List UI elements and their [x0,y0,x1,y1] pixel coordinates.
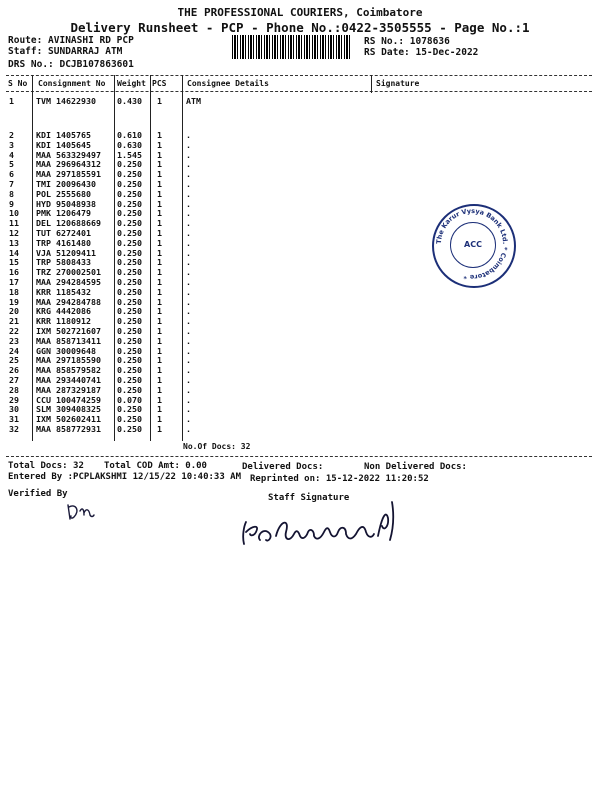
row-serial: 2 [9,130,14,140]
row-consignee-details: . [186,218,191,229]
row-consignment-no: MAA 297185591 [36,169,101,180]
row-consignment-no: TRP 4161480 [36,237,91,248]
row-consignment-no: POL 2555680 [36,188,91,199]
row-pieces: 1 [157,179,162,189]
rs-number: RS No.: 1078636 [364,36,450,47]
row-serial: 21 [9,316,19,327]
row-consignee-details: . [186,424,191,434]
row-consignee-details: . [186,130,191,140]
row-consignment-no: MAA 293440741 [36,375,101,385]
row-serial: 18 [9,286,19,297]
column-rule [150,75,151,441]
row-consignment-no: HYD 95048938 [36,198,96,209]
row-weight: 0.630 [117,139,142,150]
row-consignment-no: KDI 1405765 [36,130,91,140]
company-title: THE PROFESSIONAL COURIERS, Coimbatore [177,6,423,19]
row-consignee-details: . [186,247,191,258]
row-serial: 12 [9,228,19,238]
row-weight: 0.250 [117,355,142,366]
row-weight: 0.250 [117,375,142,385]
row-pieces: 1 [157,316,162,327]
row-consignment-no: MAA 297185590 [36,355,101,366]
row-consignment-no: TRP 5808433 [36,257,91,268]
verifier-initials-signature [62,497,98,523]
row-serial: 14 [9,247,19,258]
staff-handwritten-signature [236,496,412,556]
row-consignment-no: KRG 4442086 [36,306,91,317]
divider [6,91,592,92]
row-pieces: 1 [157,384,162,395]
row-weight: 0.250 [117,286,142,297]
column-rule [114,75,115,441]
row-consignee-details: . [186,257,191,268]
row-pieces: 1 [157,218,162,229]
runsheet-title: Delivery Runsheet - PCP - Phone No.:0422-3505555 - Page No.:1 [70,20,530,35]
row-weight: 0.250 [117,384,142,395]
row-serial: 5 [9,159,14,170]
col-header-consignee: Consignee Details [187,79,269,88]
row-consignee-details: . [186,345,191,356]
row-pieces: 1 [157,414,162,425]
row-weight: 0.250 [117,424,142,434]
row-weight: 0.250 [117,257,142,268]
row-serial: 23 [9,335,19,346]
col-header-signature: Signature [376,79,420,88]
row-weight: 0.610 [117,130,142,140]
row-consignment-no: TMI 20096430 [36,179,96,189]
row-weight: 0.250 [117,179,142,189]
row-weight: 0.250 [117,237,142,248]
row-pieces: 1 [157,375,162,385]
col-header-consignment: Consignment No [38,79,106,88]
row-consignee-details: . [186,414,191,425]
row-pieces: 1 [157,96,162,106]
divider [6,456,592,457]
row-consignee-details: . [186,365,191,376]
row-consignee-details: . [186,286,191,297]
row-serial: 24 [9,345,19,356]
route-label: Route: AVINASHI RD PCP [8,35,134,46]
row-serial: 11 [9,218,19,229]
row-consignee-details: . [186,237,191,248]
row-consignment-no: MAA 858772931 [36,424,101,434]
row-consignee-details: . [186,404,191,415]
row-weight: 0.070 [117,394,142,405]
row-pieces: 1 [157,277,162,287]
row-consignee-details: . [186,198,191,209]
row-pieces: 1 [157,355,162,366]
row-serial: 1 [9,96,14,106]
row-weight: 0.250 [117,188,142,199]
no-of-docs: No.Of Docs: 32 [183,442,251,451]
row-consignment-no: MAA 858713411 [36,335,101,346]
row-consignment-no: KDI 1405645 [36,139,91,150]
row-serial: 15 [9,257,19,268]
row-serial: 8 [9,188,14,199]
row-consignee-details: . [186,394,191,405]
bank-stamp [432,204,516,288]
row-pieces: 1 [157,237,162,248]
row-consignee-details: . [186,179,191,189]
row-serial: 17 [9,277,19,287]
row-pieces: 1 [157,335,162,346]
row-consignee-details: . [186,355,191,366]
row-weight: 0.430 [117,96,142,106]
barcode [232,35,352,59]
row-consignment-no: PMK 1206479 [36,208,91,219]
column-rule [182,75,183,441]
staff-label: Staff: SUNDARRAJ ATM [8,46,123,57]
row-pieces: 1 [157,247,162,258]
row-consignment-no: TRZ 270002501 [36,267,101,278]
row-consignment-no: KRR 1180912 [36,316,91,327]
entered-by: Entered By :PCPLAKSHMI 12/15/22 10:40:33 AM [8,472,241,482]
row-consignment-no: VJA 51209411 [36,247,96,258]
row-weight: 0.250 [117,365,142,376]
stamp-center: ACC [450,222,496,268]
row-consignment-no: IXM 502602411 [36,414,101,425]
row-consignment-no: MAA 287329187 [36,384,101,395]
rs-date: RS Date: 15-Dec-2022 [364,47,479,58]
row-consignment-no: GGN 30009648 [36,345,96,356]
row-pieces: 1 [157,198,162,209]
row-weight: 0.250 [117,198,142,209]
row-consignment-no: DEL 120688669 [36,218,101,229]
row-weight: 0.250 [117,326,142,336]
row-consignment-no: MAA 296964312 [36,159,101,170]
row-consignee-details: . [186,296,191,307]
row-pieces: 1 [157,365,162,376]
row-weight: 0.250 [117,228,142,238]
row-pieces: 1 [157,326,162,336]
reprinted-on: Reprinted on: 15-12-2022 11:20:52 [250,474,429,484]
row-pieces: 1 [157,159,162,170]
row-weight: 0.250 [117,345,142,356]
row-serial: 13 [9,237,19,248]
row-consignee-details: . [186,188,191,199]
row-consignment-no: IXM 502721607 [36,326,101,336]
row-consignment-no: MAA 294284595 [36,277,101,287]
row-serial: 16 [9,267,19,278]
row-serial: 29 [9,394,19,405]
row-pieces: 1 [157,394,162,405]
row-consignment-no: TUT 6272401 [36,228,91,238]
row-pieces: 1 [157,169,162,180]
row-pieces: 1 [157,149,162,160]
row-pieces: 1 [157,257,162,268]
row-weight: 0.250 [117,306,142,317]
staff-signature-label: Staff Signature [268,493,350,503]
row-weight: 0.250 [117,404,142,415]
row-serial: 22 [9,326,19,336]
row-consignment-no: MAA 294284788 [36,296,101,307]
row-consignment-no: KRR 1185432 [36,286,91,297]
row-consignee-details: . [186,384,191,395]
row-consignee-details: . [186,149,191,160]
column-rule [32,75,33,441]
row-pieces: 1 [157,424,162,434]
row-consignee-details: . [186,316,191,327]
row-consignment-no: MAA 563329497 [36,149,101,160]
divider [6,75,592,76]
row-pieces: 1 [157,286,162,297]
row-pieces: 1 [157,139,162,150]
row-serial: 31 [9,414,19,425]
row-pieces: 1 [157,130,162,140]
row-consignee-details: ATM [186,96,201,106]
row-pieces: 1 [157,267,162,278]
row-weight: 0.250 [117,247,142,258]
row-consignee-details: . [186,159,191,170]
col-header-pcs: PCS [152,79,167,88]
row-consignment-no: MAA 858579582 [36,365,101,376]
row-serial: 3 [9,139,14,150]
col-header-sno: S No [8,79,28,88]
row-weight: 0.250 [117,218,142,229]
row-weight: 0.250 [117,277,142,287]
row-serial: 6 [9,169,14,180]
row-serial: 4 [9,149,14,160]
drs-number: DRS No.: DCJB107863601 [8,59,134,70]
delivered-docs: Delivered Docs: [242,462,324,472]
row-serial: 10 [9,208,19,219]
row-consignee-details: . [186,169,191,180]
non-delivered-docs: Non Delivered Docs: [364,462,467,472]
row-pieces: 1 [157,228,162,238]
row-serial: 20 [9,306,19,317]
row-consignee-details: . [186,375,191,385]
col-header-weight: Weight [117,79,146,88]
row-consignee-details: . [186,335,191,346]
row-consignee-details: . [186,208,191,219]
row-serial: 19 [9,296,19,307]
row-serial: 7 [9,179,14,189]
row-weight: 0.250 [117,316,142,327]
row-serial: 28 [9,384,19,395]
row-pieces: 1 [157,296,162,307]
row-consignee-details: . [186,228,191,238]
row-weight: 0.250 [117,335,142,346]
total-cod-amount: Total COD Amt: 0.00 [104,461,207,471]
row-pieces: 1 [157,208,162,219]
row-consignee-details: . [186,277,191,287]
verified-by-label: Verified By [8,489,68,499]
column-rule [371,75,372,93]
row-serial: 9 [9,198,14,209]
row-consignee-details: . [186,306,191,317]
row-serial: 26 [9,365,19,376]
stamp-outer-text: The Karur Vysya Bank Ltd. * Coimbatore * [434,206,510,282]
row-weight: 0.250 [117,296,142,307]
row-serial: 25 [9,355,19,366]
row-pieces: 1 [157,306,162,317]
row-weight: 0.250 [117,159,142,170]
row-consignee-details: . [186,139,191,150]
row-weight: 0.250 [117,169,142,180]
row-consignee-details: . [186,267,191,278]
row-weight: 0.250 [117,414,142,425]
row-consignment-no: TVM 14622930 [36,96,96,106]
row-consignment-no: SLM 309408325 [36,404,101,415]
row-pieces: 1 [157,345,162,356]
row-serial: 30 [9,404,19,415]
row-weight: 0.250 [117,208,142,219]
row-consignee-details: . [186,326,191,336]
row-serial: 27 [9,375,19,385]
row-weight: 0.250 [117,267,142,278]
row-consignment-no: CCU 100474259 [36,394,101,405]
row-pieces: 1 [157,188,162,199]
row-serial: 32 [9,424,19,434]
row-pieces: 1 [157,404,162,415]
row-weight: 1.545 [117,149,142,160]
total-docs: Total Docs: 32 [8,461,84,471]
